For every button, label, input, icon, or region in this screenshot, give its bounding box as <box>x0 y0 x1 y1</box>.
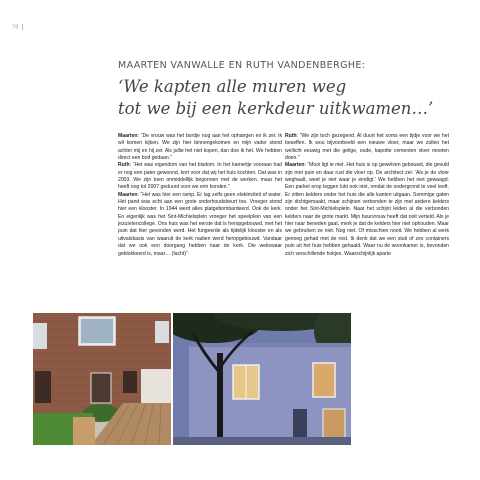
quote-line-1: ‘We kapten alle muren weg <box>118 77 347 96</box>
article-heading: MAARTEN VANWALLE EN RUTH VANDENBERGHE: <box>118 60 366 71</box>
page-number: 78 <box>12 24 23 30</box>
paragraph: Maarten: “Mooi ligt ie niet. Het huis is op gewelven gebouwd, die gevuld zijn met puin en daar rust die vloer op. De architect zei: ‘Als je de vloer weghaalt, weet je niet waar je eindigt.’ We hebben het niet gewaagd. Een parket erop leggen lukt ook niet, omdat de ondergrond te veel leeft. Er zitten kelders onder het huis die alle kanten uitgaan. Sommige gaten zijn dichtgemaakt, maar schijnen verbonden te zijn met andere kelders onder het Sint-Michielsplein. Naar het schijnt leiden al die verbonden kelders naar de grote markt. Mijn buurvrouw heeft dat ooit verteld. Als je hier naar beneden gaat, merk je dat de kelders hier niet ophouden. Maar we gebruiken ze niet. Nog niet. Of misschien nooit. We hebben al werk genoeg gehad met de rest. Ik denk dat we een stuk of zes containers puin uit het huis hebben gehaald. Waar nu de woonkamer is, bevonden zich verschillende hokjes. Waarschijnlijk aparte <box>285 162 449 257</box>
house-facade-photo-icon <box>173 313 351 445</box>
photo-strip <box>33 313 451 445</box>
house-facade-photo <box>173 313 351 445</box>
page-number-divider <box>22 24 23 30</box>
paragraph: Maarten: “Het was hier een ramp. Er lag zelfs geen elektriciteit of water. Het pand was echt aan een grote onderhoudsbeurt toe. Vroeger stond hier een klooster. In 1944 werd alles platgebombardeerd. Ook de kerk. En eigenlijk was het Sint-Michielsplein vroeger het speelplein van een jezuïetencollege. Ons huis was het eerste dat is heropgebouwd, met het puin dat hier gevonden werd. Het fungeerde als tijdelijk klooster en als uitvalsbasis van waaruit de kerk nadien werd heropgebouwd. Vandaar dat we ook een doorgang hebben naar de kerk. Die weliswaar geblokkeerd is, maar… (lacht)” <box>118 191 282 257</box>
building-courtyard-photo-icon <box>33 313 171 445</box>
building-courtyard-photo <box>33 313 171 445</box>
text-column-right <box>285 133 449 258</box>
paragraph: Ruth: “Het was eigendom van het bisdom. In het kamertje vooraan had er nog een pater gewoond, kort voor dat wij het huis kochten. Dat was in 2003. We zijn toen onmiddellijk begonnen met de werken, maar het heeft nog tot 2007 geduurd voor we erin konden.” <box>118 162 282 191</box>
article-quote <box>118 76 458 120</box>
paragraph: Ruth: “We zijn toch gezegend. Al duurt het soms een tijdje voor we het beseffen. Ik wou bijvoorbeeld een nieuwe vloer, maar we zullen het wellicht eeuwig met die gelige, oude, kapotte cementen vloer moeten doen.” <box>285 133 449 162</box>
text-column-left <box>118 133 282 258</box>
quote-line-2: tot we bij een kerkdeur uitkwamen…’ <box>118 99 434 118</box>
paragraph: Maarten: “De vrouw was het bordje nog aan het ophangen en ik zei: ik wil komen kijken. We zijn hier binnengekomen en mijn vader stond achter mij en hij zei: Als jullie het niet kopen, dan doe ik het. We hebben direct een bod gedaan.” <box>118 133 282 162</box>
